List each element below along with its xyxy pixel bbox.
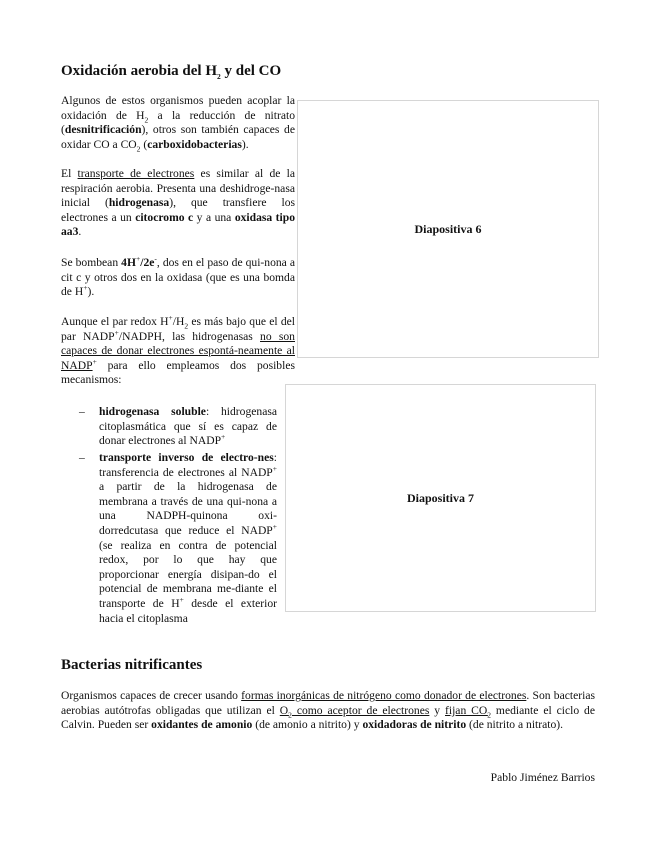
paragraph-transporte: El transporte de electrones es similar al de la respiración aerobia. Presenta una deshidroge-nasa inicial (hidrogenasa), que transfiere los electrones a un citocromo c y a una oxidasa tipo aa3. bbox=[61, 167, 296, 239]
section-title-oxidacion: Oxidación aerobia del $H_2$ y del CO bbox=[61, 63, 282, 81]
paragraph-redox: Aunque el par redox $H^+/H_2$ es más bajo que el del par NADP+/NADPH, las hidrogenasas no son capaces de donar electrones espontá-neamente al NADP+ para ello empleamos dos posibles mecanismos: bbox=[61, 313, 295, 387]
slide-label: Diapositiva 7 bbox=[406, 490, 474, 505]
paragraph-bombeo: Se bombean 4H+/2e-, dos en el paso de qui-nona a cit c y otros dos en la oxidasa (que es una bomda de H+). bbox=[61, 254, 296, 299]
slide-label: Diapositiva 6 bbox=[414, 221, 482, 236]
paragraph-acoplar: Algunos de estos organismos pueden acoplar la oxidación de $H_2$ a la reducción de nitrato (desnitrificación), otros son también capaces de oxidar CO a $CO_2$ (carboxidobacterias). bbox=[61, 94, 295, 154]
section-title-nitrificantes: Bacterias nitrificantes bbox=[61, 657, 203, 673]
slide-placeholder-7 bbox=[285, 384, 596, 612]
paragraph-nitrificantes: Organismos capaces de crecer usando formas inorgánicas de nitrógeno como donador de electrones. Son bacterias aerobias autótrofas obligadas que utilizan el $O_2$ como aceptor de electrones y fijan $CO_2$ mediante el ciclo de Calvin. Pueden ser oxidantes de amonio (de amonio a nitrito) y oxidadoras de nitrito (de nitrito a nitrato). bbox=[61, 689, 596, 732]
bullet-dash: – bbox=[79, 451, 85, 464]
bullet-hidrogenasa-soluble: – hidrogenasa soluble: hidrogenasa citoplasmática que sí es capaz de donar electrones al NADP+ bbox=[79, 405, 277, 448]
slide-placeholder-6 bbox=[297, 100, 599, 358]
author-footer: Pablo Jiménez Barrios bbox=[490, 771, 595, 784]
bullet-transporte-inverso: – transporte inverso de electro-nes: transferencia de electrones al NADP+ a partir de la hidrogenasa de membrana a través de una qui-nona a una NADPH-quinona oxi-dorredcutasa que reduce el NADP+ (se realiza en contra de potencial redox, por lo que hay que proporcionar energía disipan-do el potencial de membrana me-diante el transporte de H+ desde el exterior hacia el citoplasma bbox=[79, 451, 277, 625]
bullet-dash: – bbox=[79, 405, 85, 418]
